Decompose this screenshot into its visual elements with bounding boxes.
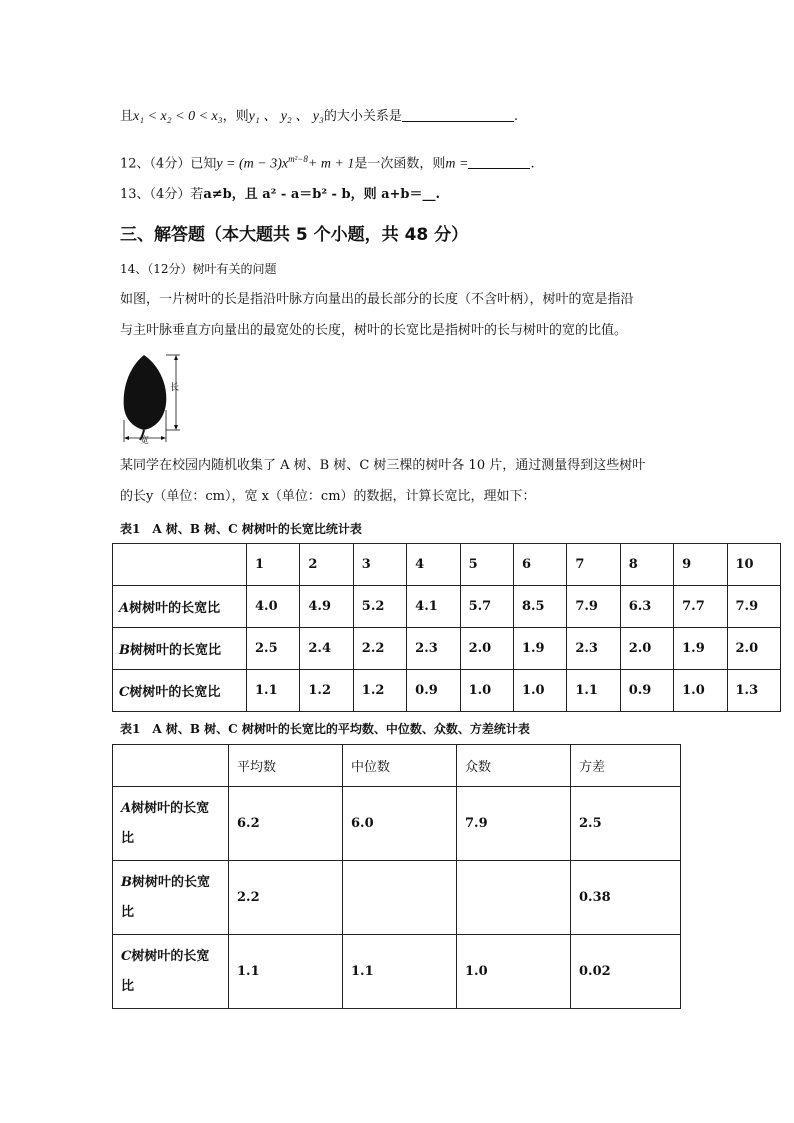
table1-cell: 7.9 [727, 586, 780, 628]
q12-label: 12、（4分）已知 [120, 156, 217, 172]
q13-label: 13、（4分）若 [120, 187, 204, 202]
table2-header-cell: 众数 [457, 745, 571, 787]
length-label: 长 [170, 383, 180, 393]
table1-cell: 0.9 [407, 670, 460, 712]
width-label: 宽 [140, 436, 150, 445]
table1-cell: 4.1 [407, 586, 460, 628]
table1-cell: 1.2 [353, 670, 406, 712]
table1-header-cell: 2 [300, 544, 353, 586]
table1-header-row [113, 544, 781, 586]
table1-cell: 1.3 [727, 670, 780, 712]
table2-cell: 1.1 [343, 935, 457, 1009]
q11-condition: x₁ < x₂ < 0 < x₃ [133, 109, 223, 124]
table1-header-cell: 8 [620, 544, 673, 586]
table2-cell: 7.9 [457, 787, 571, 861]
q14-label: 14、（12分）树叶有关的问题 [120, 262, 277, 276]
table1-cell: 1.0 [513, 670, 566, 712]
table1-cell: 5.7 [460, 586, 513, 628]
table2-cell: 1.0 [457, 935, 571, 1009]
table1-header-cell: 6 [513, 544, 566, 586]
q12-answer-var: m = [445, 156, 469, 172]
q13-line [120, 186, 440, 204]
table1-header-cell [113, 544, 247, 586]
table1-cell: 2.3 [567, 628, 620, 670]
table1-cell: 1.9 [513, 628, 566, 670]
table1-cell: 7.7 [674, 586, 727, 628]
q13-body: a≠b，且 a² - a＝b² - b，则 a+b＝__. [203, 187, 441, 202]
q12-answer-blank [468, 156, 530, 169]
table1-row-b [113, 628, 781, 670]
table1-header-cell: 7 [567, 544, 620, 586]
table1-cell: 4.0 [247, 586, 300, 628]
table1-header-cell: 10 [727, 544, 780, 586]
table2-cell [457, 861, 571, 935]
q12-mid: 是一次函数，则 [354, 156, 446, 172]
table1-cell: 6.3 [620, 586, 673, 628]
table1 [112, 543, 781, 712]
table1-header-cell: 5 [460, 544, 513, 586]
table2-header-cell: 方差 [571, 745, 681, 787]
table2-cell: 6.0 [343, 787, 457, 861]
q14-para2-line1: 某同学在校园内随机收集了 A 树、B 树、C 树三棵的树叶各 10 片，通过测量得到这些树叶 [120, 458, 646, 473]
table1-row-label: C树树叶的长宽比 [113, 670, 247, 712]
leaf-shape [124, 355, 167, 430]
table2-row-label: A树树叶的长宽 比 [113, 787, 229, 861]
table1-cell: 7.9 [567, 586, 620, 628]
leaf-figure [118, 350, 190, 445]
table1-cell: 1.1 [247, 670, 300, 712]
table2-cell: 6.2 [229, 787, 343, 861]
table1-cell: 0.9 [620, 670, 673, 712]
table2-row-c [113, 935, 681, 1009]
table2-row-label: B树树叶的长宽 比 [113, 861, 229, 935]
q14-para1-line1: 如图，一片树叶的长是指沿叶脉方向量出的最长部分的长度（不含叶柄），树叶的宽是指沿 [120, 292, 634, 307]
table1-header-cell: 1 [247, 544, 300, 586]
table1-header-cell: 3 [353, 544, 406, 586]
table1-row-c [113, 670, 781, 712]
table2-header-row [113, 745, 681, 787]
table2-cell: 2.5 [571, 787, 681, 861]
table2-caption: 表1 A 树、B 树、C 树树叶的长宽比的平均数、中位数、众数、方差统计表 [120, 722, 530, 736]
table1-cell: 1.0 [460, 670, 513, 712]
table2-header-cell [113, 745, 229, 787]
table1-cell: 1.2 [300, 670, 353, 712]
table2-row-label: C树树叶的长宽 比 [113, 935, 229, 1009]
q12-line: 12、（4分）已知$y = (m - 3)x^{m^2-8}+ m + 1$是一次函数，则m = . [120, 154, 535, 172]
table1-caption: 表1 A 树、B 树、C 树树叶的长宽比统计表 [120, 522, 362, 536]
table1-cell: 5.2 [353, 586, 406, 628]
q11-vars: y₁ 、 y₂ 、 y₃ [248, 109, 324, 124]
table1-cell: 1.9 [674, 628, 727, 670]
q12-exponent: m²−8 [288, 154, 308, 164]
q11-suffix: 的大小关系是 [323, 109, 402, 124]
table1-cell: 2.0 [620, 628, 673, 670]
table2-cell [343, 861, 457, 935]
section-3-title: 三、解答题（本大题共 5 个小题，共 48 分） [120, 225, 469, 245]
q11-answer-blank [402, 109, 514, 122]
table1-row-a [113, 586, 781, 628]
table1-row-label: B树树叶的长宽比 [113, 628, 247, 670]
table1-cell: 4.9 [300, 586, 353, 628]
q11-prefix: 且 [120, 109, 134, 124]
table1-cell: 2.0 [727, 628, 780, 670]
table2-cell: 2.2 [229, 861, 343, 935]
q11-tail-line: 且x₁ < x₂ < 0 < x₃，则y₁ 、 y₂ 、 y₃的大小关系是 . [120, 109, 519, 124]
table1-cell: 1.1 [567, 670, 620, 712]
q11-mid: ，则 [222, 109, 249, 124]
q12-formula-tail: + m + 1 [307, 156, 355, 172]
table1-header-cell: 9 [674, 544, 727, 586]
table1-row-label: A树树叶的长宽比 [113, 586, 247, 628]
table1-cell: 8.5 [513, 586, 566, 628]
table2-cell: 0.02 [571, 935, 681, 1009]
table1-cell: 2.5 [247, 628, 300, 670]
table2 [112, 744, 681, 1009]
q12-formula: y = (m − 3)x [216, 156, 289, 172]
table1-header-cell: 4 [407, 544, 460, 586]
table2-cell: 1.1 [229, 935, 343, 1009]
table1-cell: 2.4 [300, 628, 353, 670]
table1-cell: 1.0 [674, 670, 727, 712]
table2-row-b [113, 861, 681, 935]
q14-para1-line2: 与主叶脉垂直方向量出的最宽处的长度，树叶的长宽比是指树叶的长与树叶的宽的比值。 [120, 323, 628, 338]
table2-header-cell: 平均数 [229, 745, 343, 787]
table1-cell: 2.2 [353, 628, 406, 670]
table2-row-a [113, 787, 681, 861]
table1-cell: 2.3 [407, 628, 460, 670]
table2-header-cell: 中位数 [343, 745, 457, 787]
table1-cell: 2.0 [460, 628, 513, 670]
q14-para2-line2: 的长y（单位：cm），宽 x（单位：cm）的数据，计算长宽比，理如下： [120, 489, 536, 504]
table2-cell: 0.38 [571, 861, 681, 935]
